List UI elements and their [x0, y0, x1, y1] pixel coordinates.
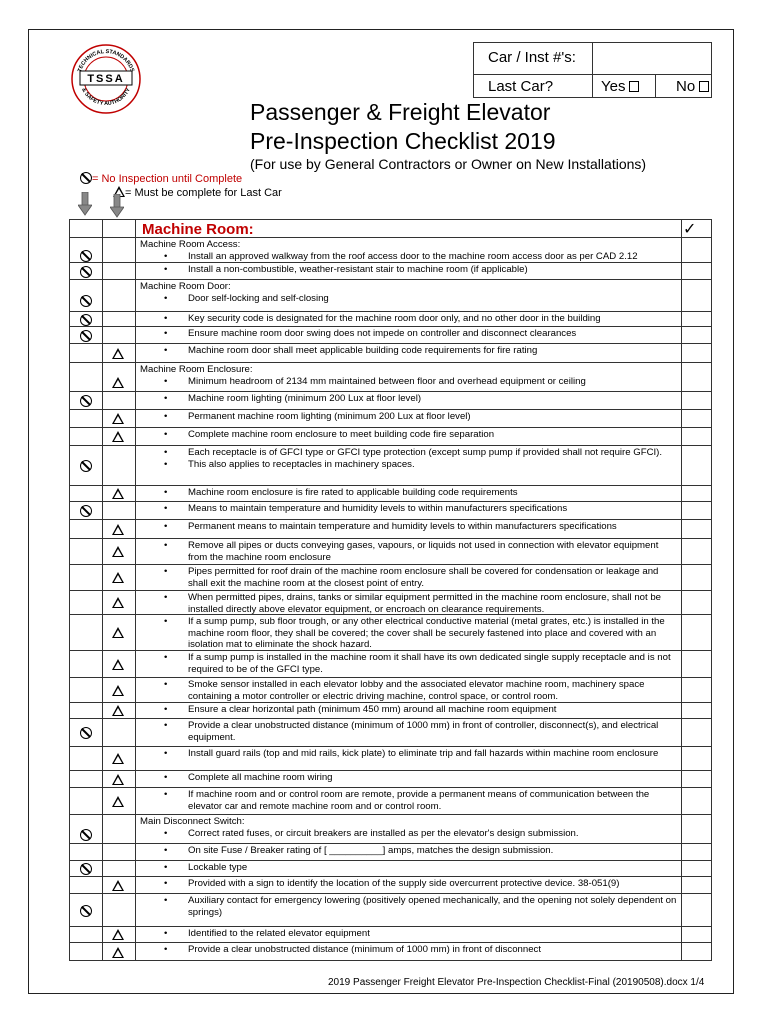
triangle-icon [112, 753, 124, 764]
row-checkbox[interactable] [681, 815, 711, 843]
checklist-row [70, 893, 711, 926]
triangle-icon [112, 597, 124, 608]
checklist-row [70, 942, 711, 961]
row-text [140, 328, 680, 340]
row-text [140, 264, 680, 276]
row-text [140, 540, 680, 563]
item-text: • Ensure machine room door swing does not impede on controller and disconnect clearances [140, 328, 680, 340]
row-checkbox[interactable] [681, 651, 711, 677]
subsection-heading: Main Disconnect Switch: [140, 816, 245, 827]
item-text: • Key security code is designated for the machine room door only, and no other door in the building [140, 313, 680, 325]
row-text [140, 411, 680, 423]
row-checkbox[interactable] [681, 591, 711, 614]
row-checkbox[interactable] [681, 747, 711, 770]
title-line1: Passenger & Freight Elevator [250, 99, 551, 125]
row-text [140, 679, 680, 702]
checklist-row [70, 326, 711, 343]
row-checkbox[interactable] [681, 363, 711, 391]
subsection-heading: Machine Room Enclosure: [140, 364, 253, 375]
row-checkbox[interactable] [681, 312, 711, 326]
row-text [140, 878, 680, 890]
row-checkbox[interactable] [681, 502, 711, 519]
triangle-icon [112, 627, 124, 638]
checklist-row [70, 445, 711, 485]
no-entry-icon [80, 727, 92, 739]
no-entry-icon [80, 314, 92, 326]
item-text: • Permanent machine room lighting (minimum 200 Lux at floor level) [140, 411, 680, 423]
no-entry-icon [80, 395, 92, 407]
triangle-icon [112, 348, 124, 359]
row-checkbox[interactable] [681, 565, 711, 590]
item-text: • Machine room door shall meet applicable building code requirements for fire rating [140, 345, 680, 357]
item-text: • Install a non-combustible, weather-resistant stair to machine room (if applicable) [140, 264, 680, 276]
item-text: • This also applies to receptacles in machinery spaces. [140, 459, 680, 471]
item-text: • Install guard rails (top and mid rails, kick plate) to eliminate trip and fall hazards within machine room enclosure [140, 748, 680, 760]
checklist-row [70, 279, 711, 311]
no-option[interactable]: No [656, 75, 709, 98]
row-text [140, 364, 680, 387]
checklist-row [70, 718, 711, 746]
item-text: • Provide a clear unobstructed distance (minimum of 1000 mm) in front of controller, disconnect(s), and electrical equipment. [140, 720, 680, 743]
checklist-row [70, 343, 711, 362]
checklist-row [70, 787, 711, 814]
triangle-icon [112, 431, 124, 442]
checklist-row [70, 311, 711, 326]
row-checkbox[interactable] [681, 703, 711, 718]
row-text [140, 748, 680, 760]
row-checkbox[interactable] [681, 877, 711, 893]
triangle-icon [112, 546, 124, 557]
row-text [140, 862, 680, 874]
row-text [140, 772, 680, 784]
item-text: • Auxiliary contact for emergency lowering (positively opened mechanically, and the opening not solely dependent on springs) [140, 895, 680, 918]
row-text [140, 720, 680, 743]
item-text: • Ensure a clear horizontal path (minimum 450 mm) around all machine room equipment [140, 704, 680, 716]
row-checkbox[interactable] [681, 238, 711, 262]
checklist-row [70, 485, 711, 501]
no-entry-icon [80, 460, 92, 472]
row-checkbox[interactable] [681, 486, 711, 501]
item-text: • Lockable type [140, 862, 680, 874]
item-text: • Machine room enclosure is fire rated to applicable building code requirements [140, 487, 680, 499]
no-entry-icon [80, 505, 92, 517]
row-text [140, 281, 680, 304]
triangle-icon [112, 659, 124, 670]
checkmark-icon: ✓ [683, 221, 697, 238]
no-entry-icon [80, 295, 92, 307]
row-text [140, 503, 680, 515]
item-text: • If a sump pump, sub floor trough, or any other electrical conductive material (metal grates, etc.) is installed in the machine room floor, they shall be covered; the cover shall be securely fastened into place and covered with an isolation mat to eliminate the shock hazard. [140, 616, 680, 651]
item-text: • Complete all machine room wiring [140, 772, 680, 784]
triangle-icon [112, 488, 124, 499]
no-entry-icon [80, 330, 92, 342]
checklist-row [70, 814, 711, 843]
triangle-icon [112, 524, 124, 535]
row-checkbox[interactable] [681, 861, 711, 876]
item-text: • Provide a clear unobstructed distance (minimum of 1000 mm) in front of disconnect [140, 944, 680, 956]
no-entry-icon [80, 172, 92, 184]
row-checkbox[interactable] [681, 428, 711, 445]
subsection-heading: Machine Room Access: [140, 239, 241, 250]
svg-text:TSSA: TSSA [87, 73, 125, 85]
row-text [140, 447, 680, 470]
row-text [140, 616, 680, 651]
item-text: • Machine room lighting (minimum 200 Lux at floor level) [140, 393, 680, 405]
item-text: • Minimum headroom of 2134 mm maintained between floor and overhead equipment or ceiling [140, 376, 680, 388]
row-text [140, 816, 680, 839]
row-checkbox[interactable] [681, 615, 711, 650]
row-checkbox[interactable] [681, 327, 711, 343]
subtitle: (For use by General Contractors or Owner on New Installations) [250, 156, 647, 172]
item-text: • Means to maintain temperature and humidity levels to within manufacturers specifications [140, 503, 680, 515]
row-checkbox[interactable] [681, 539, 711, 564]
triangle-icon [112, 796, 124, 807]
triangle-icon [112, 685, 124, 696]
row-checkbox[interactable] [681, 678, 711, 702]
row-checkbox[interactable] [681, 844, 711, 860]
triangle-icon [112, 947, 124, 958]
checklist-table [69, 219, 712, 961]
svg-text:TECHNICAL STANDARDS: TECHNICAL STANDARDS [77, 48, 135, 73]
no-entry-icon [80, 266, 92, 278]
car-info-box [473, 42, 712, 98]
item-text: • Pipes permitted for roof drain of the machine room enclosure shall be covered for condensation or leakage and shall exit the machine room at the closest point of entry. [140, 566, 680, 589]
row-checkbox[interactable] [681, 263, 711, 279]
row-text [140, 895, 680, 918]
row-text [140, 345, 680, 357]
item-text: • Smoke sensor installed in each elevator lobby and the associated elevator machine room, machinery space containing a motor controller or electric driving machine, control space, or control room. [140, 679, 680, 702]
row-text [140, 789, 680, 812]
row-text [140, 393, 680, 405]
checklist-row [70, 409, 711, 427]
triangle-icon [112, 413, 124, 424]
checklist-row [70, 564, 711, 590]
checklist-row [70, 501, 711, 519]
section-header-row [70, 219, 711, 237]
checklist-row [70, 843, 711, 860]
checklist-row [70, 860, 711, 876]
subsection-heading: Machine Room Door: [140, 281, 231, 292]
item-text: • When permitted pipes, drains, tanks or similar equipment permitted in the machine room enclosure, shall not be installed directly above elevator equipment, or encroach on clearance requirements. [140, 592, 680, 615]
tssa-logo [70, 43, 142, 115]
triangle-icon [112, 774, 124, 785]
checklist-row [70, 702, 711, 718]
item-text: • Provided with a sign to identify the location of the supply side overcurrent protective device. 38-051(9) [140, 878, 680, 890]
row-checkbox[interactable] [681, 788, 711, 814]
triangle-icon [112, 880, 124, 891]
checklist-row [70, 677, 711, 702]
item-text: • Identified to the related elevator equipment [140, 928, 680, 940]
car-input[interactable] [593, 43, 711, 74]
item-text: • If a sump pump is installed in the machine room it shall have its own dedicated single supply receptacle and is not required to be of the GFCI type. [140, 652, 680, 675]
no-entry-icon [80, 250, 92, 262]
car-label: Car / Inst #'s: [474, 43, 593, 74]
triangle-icon [112, 929, 124, 940]
no-entry-icon [80, 863, 92, 875]
title-line2: Pre-Inspection Checklist 2019 [250, 128, 556, 154]
row-checkbox[interactable] [681, 927, 711, 942]
checklist-row [70, 746, 711, 770]
row-text [140, 566, 680, 589]
row-text [140, 521, 680, 533]
row-text [140, 592, 680, 615]
item-text: • Correct rated fuses, or circuit breakers are installed as per the elevator's design submission. [140, 828, 680, 840]
checklist-row [70, 590, 711, 614]
row-checkbox[interactable] [681, 280, 711, 311]
row-checkbox[interactable] [681, 943, 711, 961]
checklist-row [70, 519, 711, 538]
checklist-row [70, 614, 711, 650]
item-text: • Install an approved walkway from the roof access door to the machine room access door as per CAD 2.12 [140, 251, 680, 263]
no-entry-icon [80, 905, 92, 917]
checklist-row [70, 362, 711, 391]
item-text: • Door self-locking and self-closing [140, 293, 680, 305]
row-text [140, 928, 680, 940]
row-checkbox[interactable] [681, 520, 711, 538]
checklist-row [70, 926, 711, 942]
row-text [140, 845, 680, 857]
row-checkbox[interactable] [681, 392, 711, 409]
row-checkbox[interactable] [681, 894, 711, 926]
checklist-row [70, 427, 711, 445]
legend-no-inspection: = No Inspection until Complete [80, 172, 242, 185]
item-text: • Complete machine room enclosure to meet building code fire separation [140, 429, 680, 441]
item-text: • Remove all pipes or ducts conveying gases, vapours, or liquids not used in connection with elevator equipment from the machine room enclosure [140, 540, 680, 563]
item-text: • On site Fuse / Breaker rating of [ __________] amps, matches the design submission. [140, 845, 680, 857]
row-text [140, 313, 680, 325]
checklist-row [70, 650, 711, 677]
row-text [140, 239, 680, 262]
triangle-icon [112, 377, 124, 388]
triangle-icon [112, 572, 124, 583]
item-text: • Each receptacle is of GFCI type or GFCI type protection (except sump pump if provided shall not require GFCI). [140, 447, 680, 459]
row-checkbox[interactable] [681, 719, 711, 746]
row-text [140, 429, 680, 441]
footer: 2019 Passenger Freight Elevator Pre-Inspection Checklist-Final (20190508).docx 1/4 [328, 977, 705, 988]
arrow-down-icon [78, 192, 92, 216]
svg-text:& SAFETY AUTHORITY: & SAFETY AUTHORITY [80, 87, 132, 108]
checklist-row [70, 391, 711, 409]
row-checkbox[interactable] [681, 771, 711, 787]
checklist-row [70, 237, 711, 262]
row-text [140, 487, 680, 499]
item-text: • If machine room and or control room are remote, provide a permanent means of communication between the elevator car and remote machine room and or control room. [140, 789, 680, 812]
section-title: Machine Room: [142, 221, 254, 238]
checklist-row [70, 538, 711, 564]
yes-option[interactable]: Yes [593, 75, 656, 98]
no-entry-icon [80, 829, 92, 841]
no-checkbox[interactable] [699, 81, 709, 92]
row-text [140, 944, 680, 956]
row-checkbox[interactable] [681, 446, 711, 485]
row-text [140, 704, 680, 716]
triangle-icon [112, 705, 124, 716]
yes-checkbox[interactable] [629, 81, 639, 92]
row-checkbox[interactable] [681, 410, 711, 427]
arrow-down-icon [110, 194, 124, 218]
legend-must-complete: = Must be complete for Last Car [113, 186, 282, 199]
checklist-row [70, 262, 711, 279]
last-car-label: Last Car? [474, 75, 593, 98]
checklist-row [70, 876, 711, 893]
checklist-row [70, 770, 711, 787]
row-text [140, 652, 680, 675]
row-checkbox[interactable] [681, 344, 711, 362]
item-text: • Permanent means to maintain temperature and humidity levels to within manufacturers specifications [140, 521, 680, 533]
